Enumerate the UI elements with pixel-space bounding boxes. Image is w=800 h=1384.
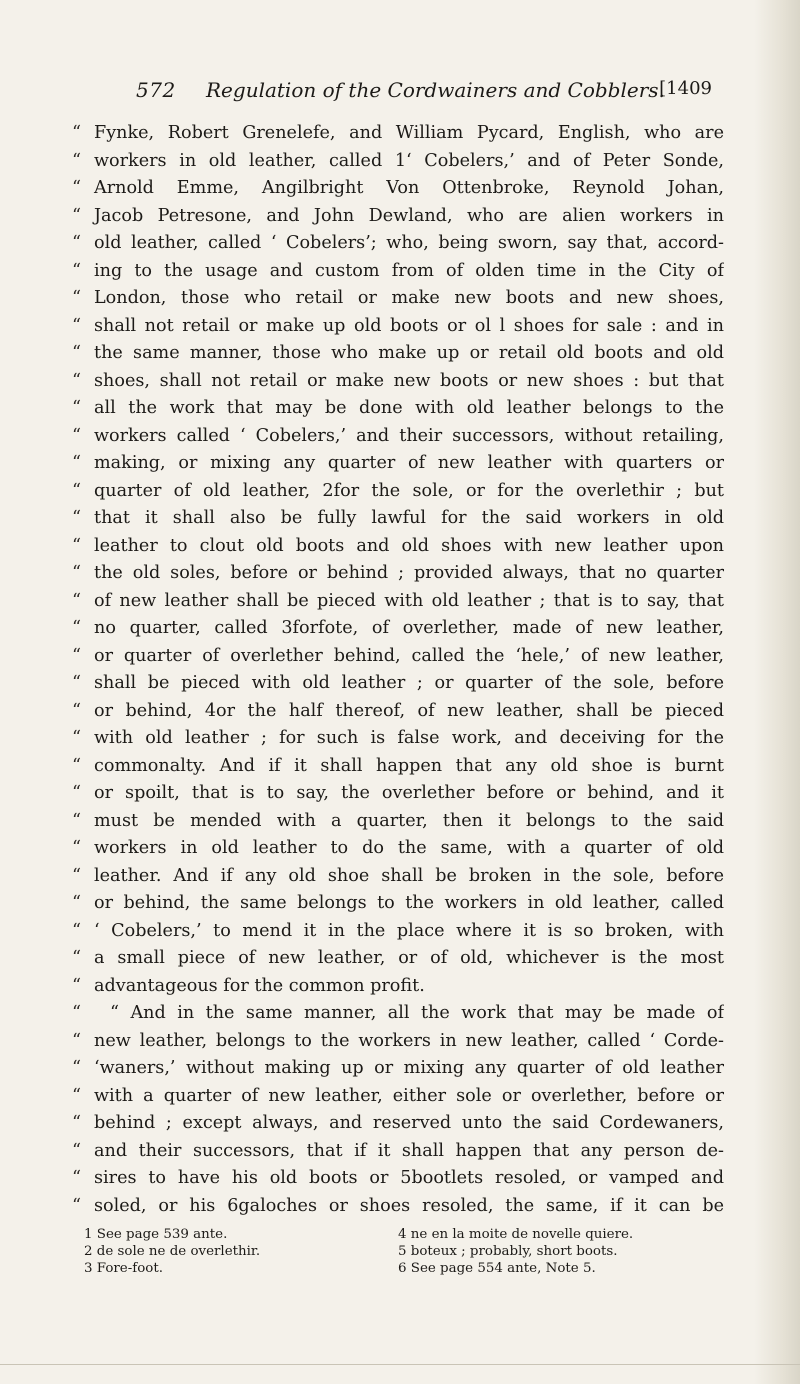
text-line: “ quarter of old leather, 2for the sole, or for the overlethir ; but: [72, 478, 724, 506]
text-line: “ new leather, belongs to the workers in new leather, called ‘ Corde-: [72, 1028, 724, 1056]
text-line: “ ing to the usage and custom from of olden time in the City of: [72, 258, 724, 286]
text-line: “ shall not retail or make up old boots or ol l shoes for sale : and in: [72, 313, 724, 341]
footnote: 2 de sole ne de overlethir.: [84, 1244, 261, 1259]
text-line: “ ‘waners,’ without making up or mixing any quarter of old leather: [72, 1055, 724, 1083]
text-line: “ or spoilt, that is to say, the overlether before or behind, and it: [72, 780, 724, 808]
text-line: “ “ And in the same manner, all the work that may be made of: [72, 1000, 724, 1028]
text-line: “ leather to clout old boots and old shoes with new leather upon: [72, 533, 724, 561]
footnote: 3 Fore-foot.: [84, 1261, 163, 1276]
footnote: 4 ne en la moite de novelle quiere.: [398, 1227, 634, 1242]
running-header: [72, 78, 724, 118]
running-title: Regulation of the Cordwainers and Cobblers.: [206, 78, 665, 102]
text-line: “ ‘ Cobelers,’ to mend it in the place where it is so broken, with: [72, 918, 724, 946]
text-line: “ or behind, 4or the half thereof, of new leather, shall be pieced: [72, 698, 724, 726]
text-line: “ old leather, called ‘ Cobelers’; who, being sworn, say that, accord-: [72, 230, 724, 258]
text-line: “ must be mended with a quarter, then it belongs to the said: [72, 808, 724, 836]
text-line: “ no quarter, called 3forfote, of overlether, made of new leather,: [72, 615, 724, 643]
page-bottom-rule: [0, 1364, 800, 1365]
text-line: “ shoes, shall not retail or make new boots or new shoes : but that: [72, 368, 724, 396]
text-line: “ making, or mixing any quarter of new leather with quarters or: [72, 450, 724, 478]
text-line: “ all the work that may be done with old leather belongs to the: [72, 395, 724, 423]
text-line: “ the same manner, those who make up or retail old boots and old: [72, 340, 724, 368]
text-line: “ commonalty. And if it shall happen that any old shoe is burnt: [72, 753, 724, 781]
text-line: “ that it shall also be fully lawful for the said workers in old: [72, 505, 724, 533]
text-line: “ shall be pieced with old leather ; or quarter of the sole, before: [72, 670, 724, 698]
text-line: “ soled, or his 6galoches or shoes resoled, the same, if it can be: [72, 1193, 724, 1221]
text-line: “ sires to have his old boots or 5bootlets resoled, or vamped and: [72, 1165, 724, 1193]
text-line: “ a small piece of new leather, or of old, whichever is the most: [72, 945, 724, 973]
text-line: “ workers called ‘ Cobelers,’ and their successors, without retailing,: [72, 423, 724, 451]
body-text: [72, 120, 724, 1220]
text-line: “ Arnold Emme, Angilbright Von Ottenbroke, Reynold Johan,: [72, 175, 724, 203]
footnote: 6 See page 554 ante, Note 5.: [398, 1261, 596, 1276]
text-line: “ and their successors, that if it shall happen that any person de-: [72, 1138, 724, 1166]
footnote: 5 boteux ; probably, short boots.: [398, 1244, 618, 1259]
text-line: “ workers in old leather, called 1‘ Cobelers,’ and of Peter Sonde,: [72, 148, 724, 176]
text-line: “ advantageous for the common profit.: [72, 973, 724, 1001]
text-line: “ with old leather ; for such is false work, and deceiving for the: [72, 725, 724, 753]
text-line: “ Fynke, Robert Grenelefe, and William Pycard, English, who are: [72, 120, 724, 148]
book-page: [72, 78, 724, 1220]
page-number: 572: [136, 78, 176, 102]
text-line: “ or quarter of overlether behind, called the ‘hele,’ of new leather,: [72, 643, 724, 671]
text-line: “ workers in old leather to do the same, with a quarter of old: [72, 835, 724, 863]
footnotes-left-column: [84, 1226, 384, 1277]
year-marker: [1409: [659, 78, 712, 99]
page-edge-shadow: [754, 0, 800, 1384]
text-line: “ or behind, the same belongs to the workers in old leather, called: [72, 890, 724, 918]
text-line: “ behind ; except always, and reserved unto the said Cordewaners,: [72, 1110, 724, 1138]
footnote: 1 See page 539 ante.: [84, 1227, 228, 1242]
text-line: “ of new leather shall be pieced with old leather ; that is to say, that: [72, 588, 724, 616]
text-line: “ London, those who retail or make new boots and new shoes,: [72, 285, 724, 313]
text-line: “ with a quarter of new leather, either sole or overlether, before or: [72, 1083, 724, 1111]
footnotes-right-column: [398, 1226, 730, 1277]
text-line: “ Jacob Petresone, and John Dewland, who are alien workers in: [72, 203, 724, 231]
text-line: “ the old soles, before or behind ; provided always, that no quarter: [72, 560, 724, 588]
text-line: “ leather. And if any old shoe shall be broken in the sole, before: [72, 863, 724, 891]
